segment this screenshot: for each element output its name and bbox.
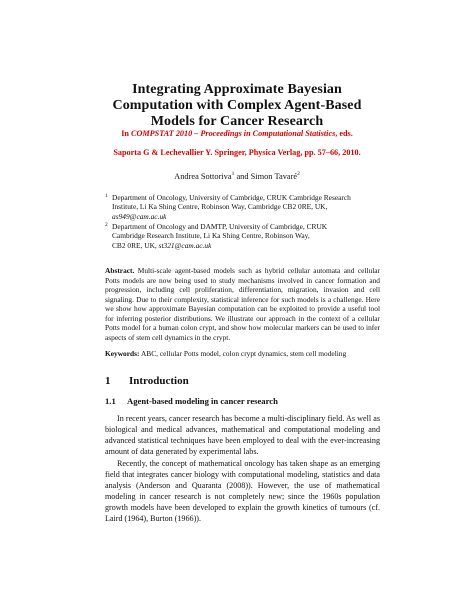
keywords-label: Keywords: bbox=[105, 349, 140, 358]
abstract bbox=[105, 266, 380, 342]
affiliation-1-line-1: Department of Oncology, University of Cambridge, CRUK Cambridge Research bbox=[112, 193, 351, 202]
author-line bbox=[60, 171, 414, 182]
title-line-1: Integrating Approximate Bayesian bbox=[132, 82, 342, 97]
affiliation-2-number: 2 bbox=[105, 222, 108, 228]
affiliation-2-text bbox=[112, 222, 405, 250]
publication-reference bbox=[40, 128, 434, 140]
affiliation-1 bbox=[105, 193, 405, 221]
publication-reference-line2: Saporta G & Lechevallier Y. Springer, Physica Verlag, pp. 57–66, 2010. bbox=[113, 148, 361, 157]
subsection-number: 1.1 bbox=[105, 396, 116, 406]
keywords-text: ABC, cellular Potts model, colon crypt dynamics, stem cell modeling bbox=[139, 349, 347, 358]
affiliation-2-line-3: CB2 0RE, UK, bbox=[112, 240, 159, 250]
author-2-affil-mark: 2 bbox=[297, 171, 300, 178]
keywords bbox=[105, 349, 380, 359]
author-1-affil-mark: 1 bbox=[231, 171, 235, 178]
paragraph-2: Recently, the concept of mathematical oncology has taken shape as an emerging field that integrates cancer biology with computational modeling, statistics and data analysis (Anderson and Quaranta (2008)). However, the use of mathematical modeling in cancer research is not completely new; since the 1960s population growth models have been developed to explain the growth kinetics of tumours (cf. Laird (1964), Burton (1966)). bbox=[105, 459, 380, 523]
affiliation-1-number: 1 bbox=[105, 193, 108, 199]
section-number: 1 bbox=[105, 375, 111, 387]
affiliation-1-text bbox=[112, 193, 405, 221]
affiliation-2-line-2: Cambridge Research Institute, Li Ka Shing Centre, Robinson Way, bbox=[112, 231, 310, 241]
affiliation-1-email: as949@cam.ac.uk bbox=[112, 211, 167, 221]
affiliation-2-email: st321@cam.ac.uk bbox=[158, 240, 212, 250]
title-line-3: Models for Cancer Research bbox=[150, 114, 324, 129]
ref-venue: COMPSTAT 2010 – Proceedings in Computational Statistics bbox=[131, 129, 336, 138]
affiliation-2-line-1: Department of Oncology and DAMTP, University of Cambridge, CRUK bbox=[112, 222, 328, 231]
author-1: Andrea Sottoriva bbox=[174, 172, 232, 181]
affiliation-1-line-2: Institute, Li Ka Shing Centre, Robinson Way, Cambridge CB2 0RE, UK, bbox=[112, 202, 328, 212]
author-2: Simon Tavaré bbox=[250, 172, 298, 181]
abstract-text: Multi-scale agent-based models such as hybrid cellular automata and cellular Potts models are now being used to study mechanisms involved in cancer formation and progression, including cell proliferation, differentiation, migration, invasion and cell signaling. Due to their complexity, statistical inference for such models is a challenge. Here we show how approximate Bayesian computation can be exploited to provide a useful tool for inferring posterior distributions. We illustrate our approach in the context of a cellular Potts model for a human colon crypt, and show how molecular markers can be used to infer aspects of stem cell dynamics in the crypt. bbox=[105, 266, 380, 342]
paragraph-1: In recent years, cancer research has become a multi-disciplinary field. As well as biological and medical advances, mathematical and computational modeling and advanced statistical techniques have been employed to deal with the ever-increasing amount of data generated by experimental labs. bbox=[105, 414, 380, 456]
section-heading-introduction bbox=[105, 375, 189, 387]
ref-suffix: , eds. bbox=[335, 129, 353, 138]
subsection-heading bbox=[105, 396, 278, 406]
paper-title bbox=[60, 82, 414, 130]
title-line-2: Computation with Complex Agent-Based bbox=[112, 98, 362, 113]
affiliation-2 bbox=[105, 222, 405, 250]
abstract-label: Abstract. bbox=[105, 266, 135, 275]
author-conjunction: and bbox=[234, 172, 251, 181]
ref-prefix: In bbox=[121, 129, 131, 138]
section-title: Introduction bbox=[129, 375, 189, 387]
subsection-title: Agent-based modeling in cancer research bbox=[127, 396, 278, 406]
